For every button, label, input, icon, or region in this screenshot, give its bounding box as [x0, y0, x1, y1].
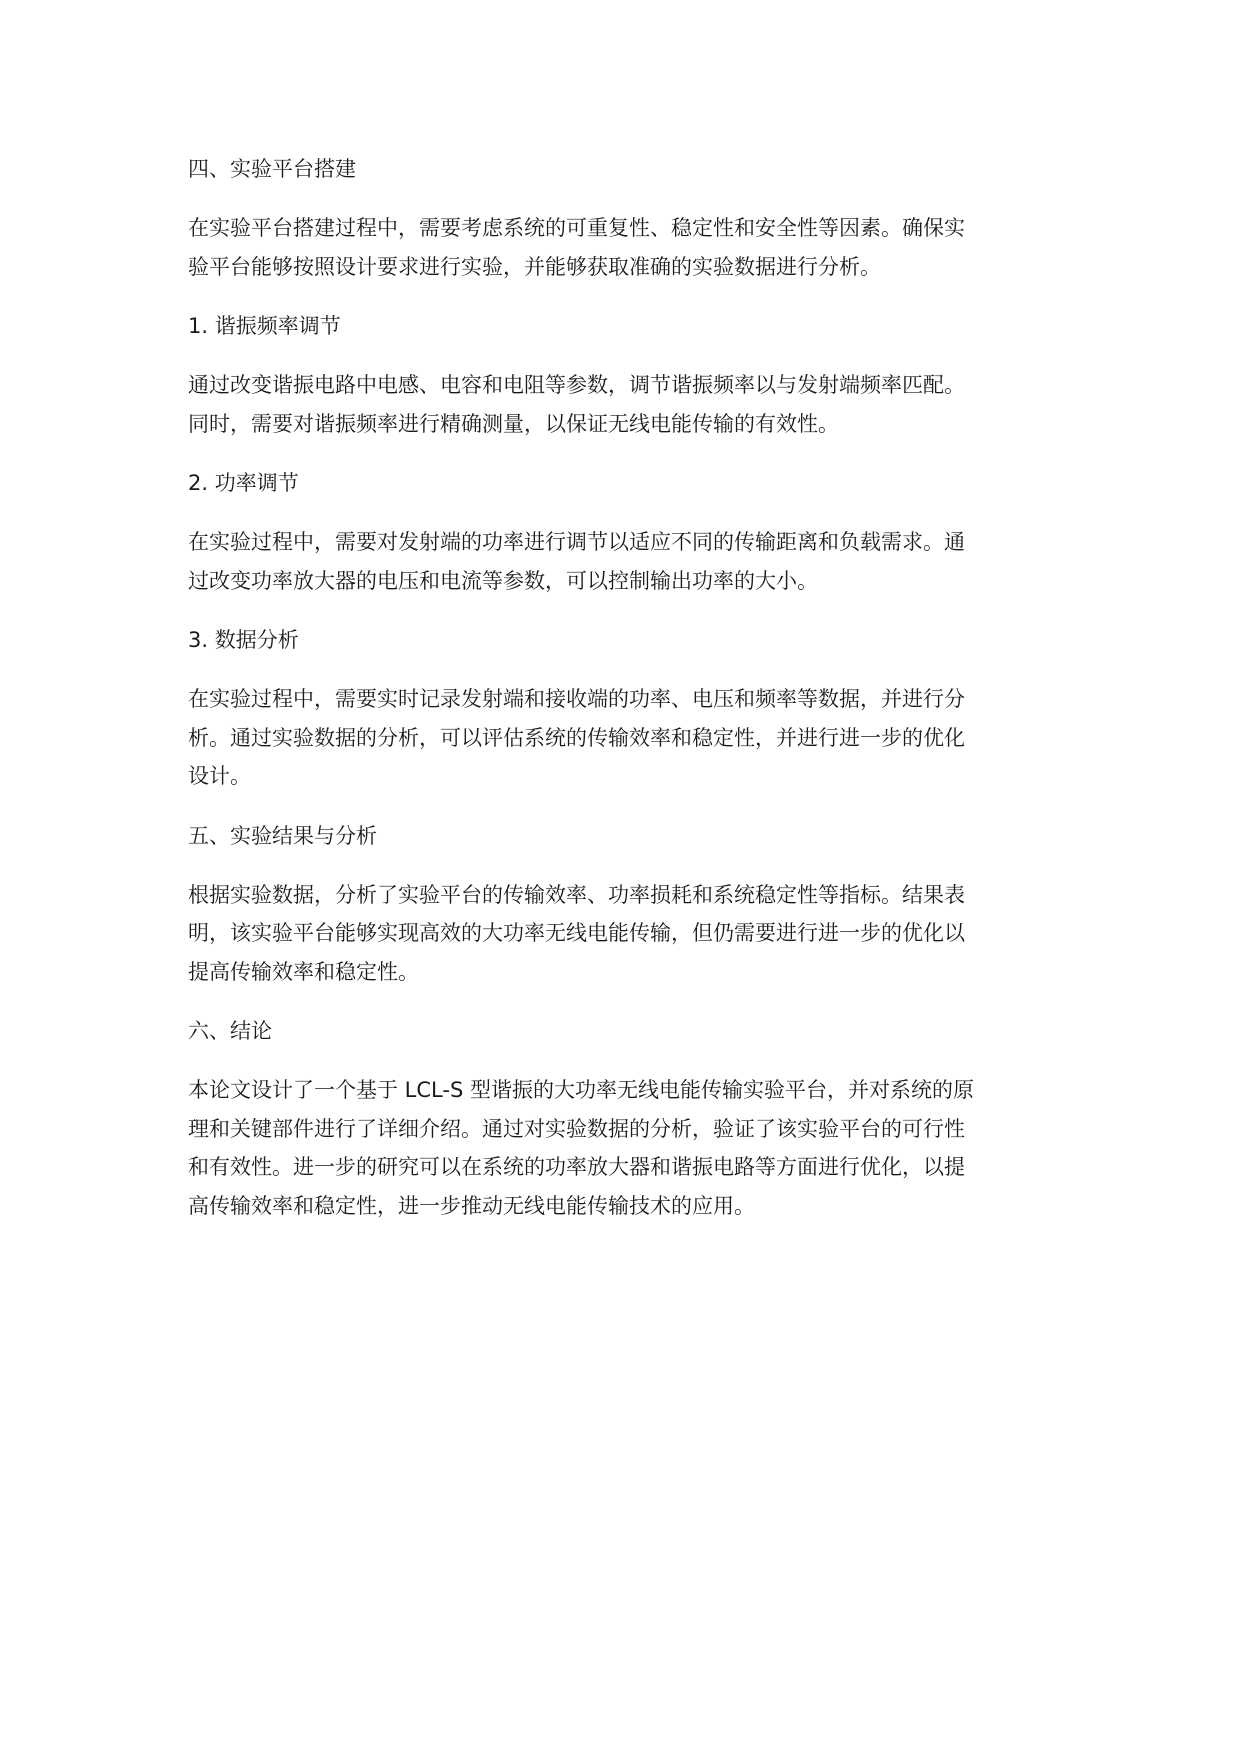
section-heading-power-adjust: 2. 功率调节 — [188, 471, 299, 495]
section-heading-platform-setup: 四、实验平台搭建 — [188, 157, 356, 181]
paragraph-line: 在实验过程中，需要对发射端的功率进行调节以适应不同的传输距离和负载需求。通 — [188, 530, 965, 554]
paragraph-data-analysis — [188, 680, 1048, 796]
paragraph-line: 在实验过程中，需要实时记录发射端和接收端的功率、电压和频率等数据，并进行分 — [188, 687, 965, 711]
paragraph-line: 过改变功率放大器的电压和电流等参数，可以控制输出功率的大小。 — [188, 568, 818, 593]
paragraph-line: 同时，需要对谐振频率进行精确测量，以保证无线电能传输的有效性。 — [188, 411, 839, 436]
paragraph-line: 提高传输效率和稳定性。 — [188, 959, 419, 984]
paragraph-line: 理和关键部件进行了详细介绍。通过对实验数据的分析，验证了该实验平台的可行性 — [188, 1116, 965, 1141]
document-page — [188, 150, 1048, 1246]
paragraph-line: 本论文设计了一个基于 LCL-S 型谐振的大功率无线电能传输实验平台，并对系统的原 — [188, 1078, 974, 1102]
paragraph-line: 高传输效率和稳定性，进一步推动无线电能传输技术的应用。 — [188, 1193, 755, 1218]
section-heading-data-analysis: 3. 数据分析 — [188, 628, 299, 652]
paragraph-line: 根据实验数据，分析了实验平台的传输效率、功率损耗和系统稳定性等指标。结果表 — [188, 882, 965, 907]
section-heading-resonant-frequency: 1. 谐振频率调节 — [188, 314, 341, 338]
section-heading-results: 五、实验结果与分析 — [188, 823, 377, 848]
section-heading-conclusion: 六、结论 — [188, 1019, 272, 1043]
paragraph-results — [188, 876, 1048, 992]
paragraph-line: 析。通过实验数据的分析，可以评估系统的传输效率和稳定性，并进行进一步的优化 — [188, 725, 965, 750]
paragraph-line: 通过改变谐振电路中电感、电容和电阻等参数，调节谐振频率以与发射端频率匹配。 — [188, 373, 965, 397]
paragraph-line: 设计。 — [188, 764, 251, 788]
paragraph-power-adjust — [188, 523, 1048, 600]
paragraph-line: 明，该实验平台能够实现高效的大功率无线电能传输，但仍需要进行进一步的优化以 — [188, 921, 965, 945]
paragraph-line: 和有效性。进一步的研究可以在系统的功率放大器和谐振电路等方面进行优化，以提 — [188, 1155, 965, 1179]
paragraph-line: 验平台能够按照设计要求进行实验，并能够获取准确的实验数据进行分析。 — [188, 254, 881, 279]
paragraph-conclusion — [188, 1071, 1048, 1225]
paragraph-resonant-frequency — [188, 366, 1048, 443]
paragraph-platform-setup — [188, 209, 1048, 286]
paragraph-line: 在实验平台搭建过程中，需要考虑系统的可重复性、稳定性和安全性等因素。确保实 — [188, 216, 965, 240]
